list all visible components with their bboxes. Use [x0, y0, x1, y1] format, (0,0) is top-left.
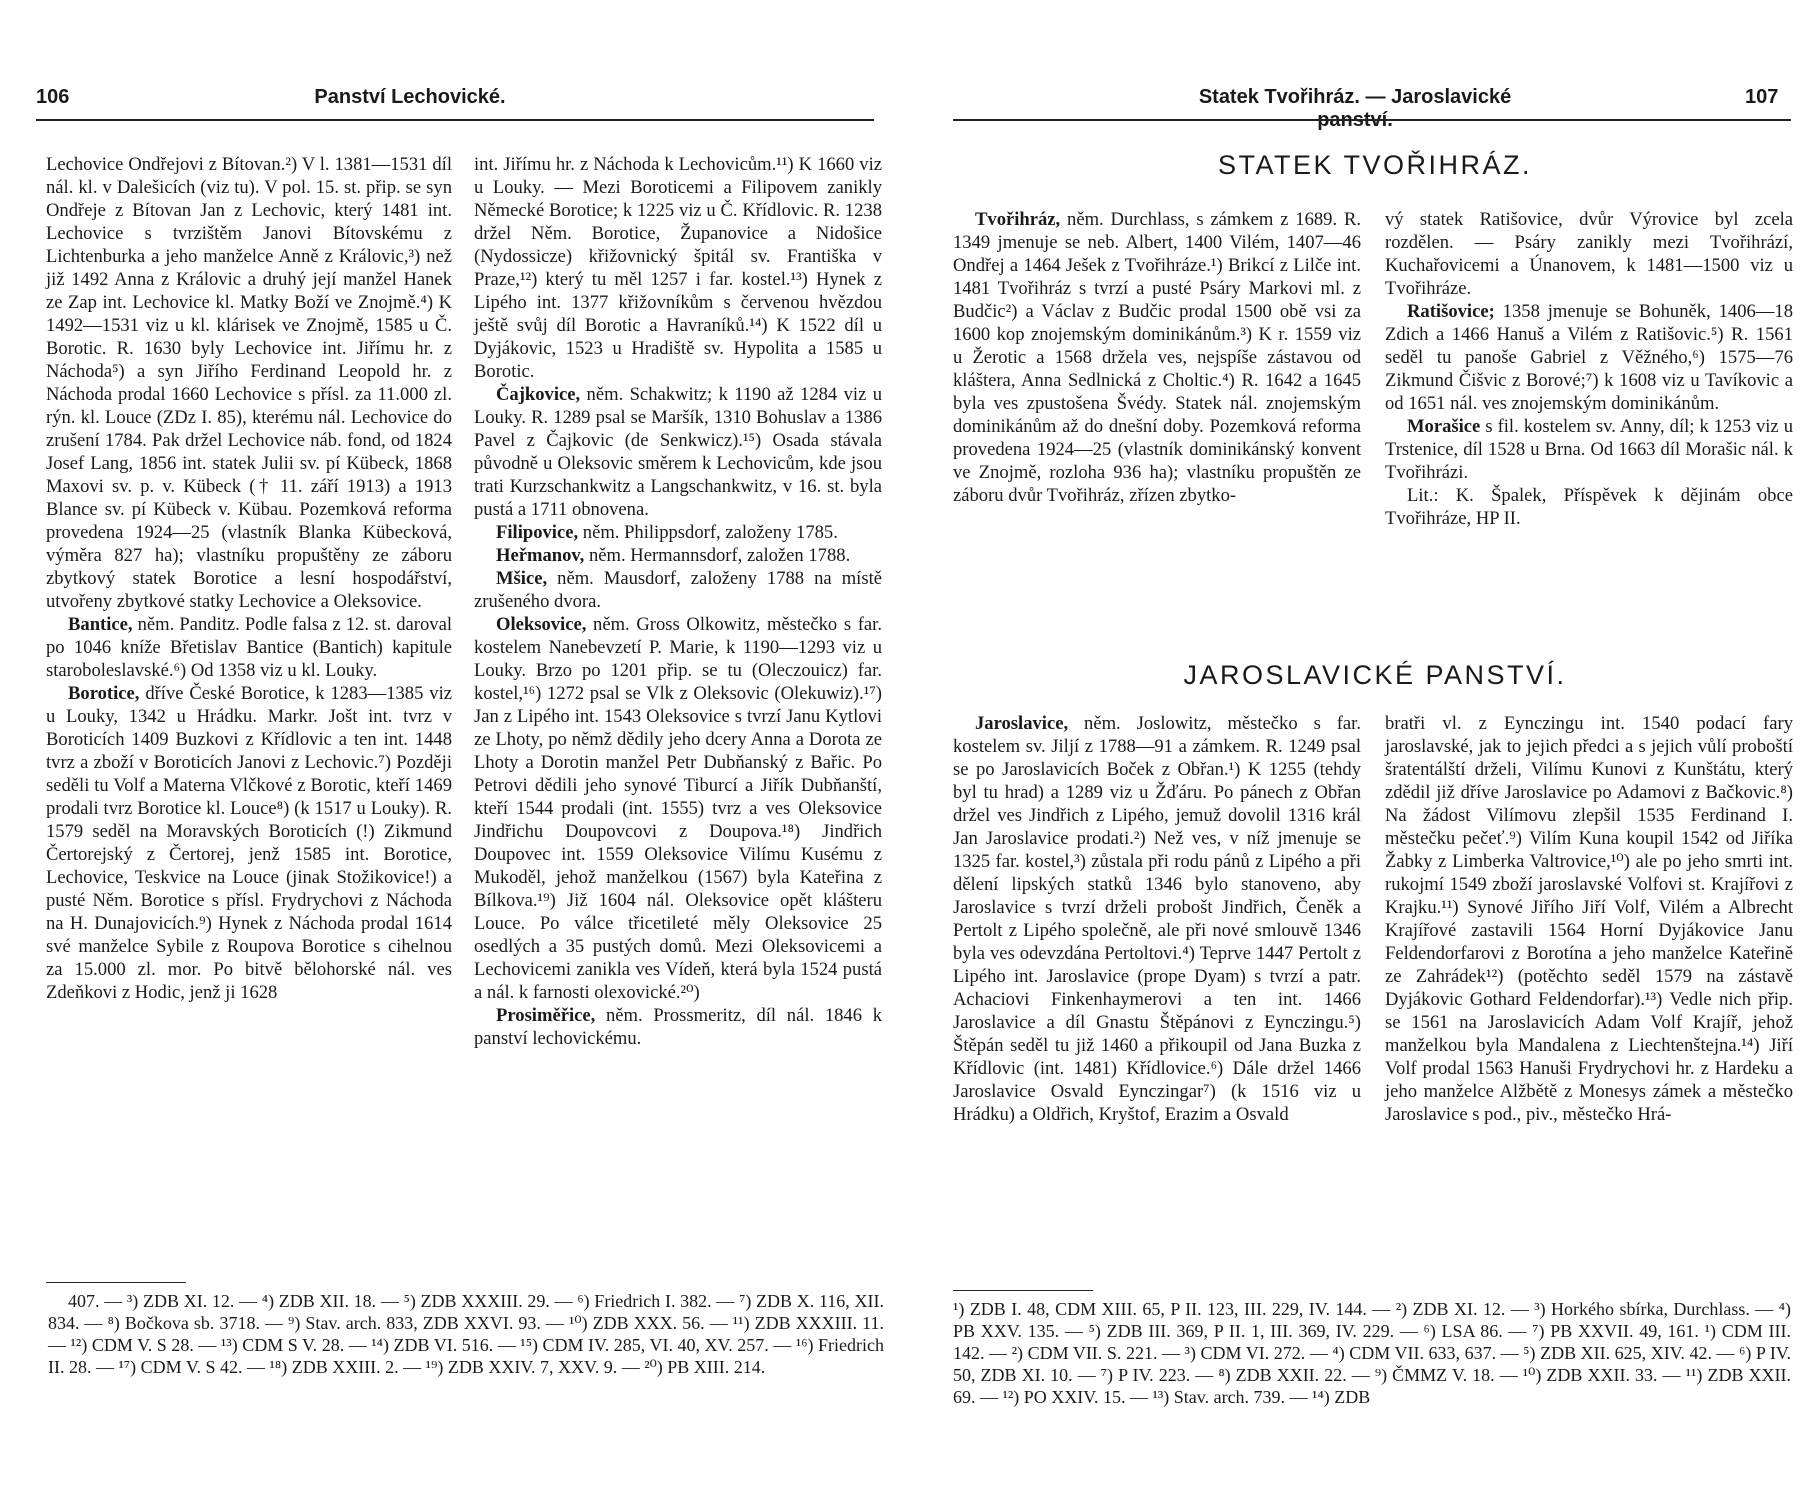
entry-keyword: Ratišovice;: [1407, 301, 1495, 322]
text-column-1: [953, 208, 1361, 507]
entry-keyword: Jaroslavice,: [975, 713, 1069, 734]
entry-paragraph: [474, 383, 882, 521]
entry-text: něm. Mausdorf, založeny 1788 na místě zrušeného dvora.: [474, 568, 882, 612]
entry-paragraph: [1385, 300, 1793, 415]
entry-text: něm. Schakwitz; k 1190 až 1284 viz u Louky. R. 1289 psal se Maršík, 1310 Bohuslav a 1386 Pavel z Čajkovic (de Senkwicz).¹⁵) Osada stávala původně u Oleksovic směrem k Lechovicům, kde jsou trati Kurzschankwitz a Langschankwitz, v 16. st. byla pustá a 1711 obnovena.: [474, 384, 882, 520]
right-page: [905, 0, 1810, 1500]
entry-text: s fil. kostelem sv. Anny, díl; k 1253 viz u Trstenice, díl 1528 u Brna. Od 1663 díl Morašic nál. k Tvořihrázi.: [1385, 416, 1793, 483]
entry-text: int. Jiřímu hr. z Náchoda k Lechovicům.¹¹) K 1660 viz u Louky. — Mezi Boroticemi a Filipovem zanikly Německé Borotice; k 1225 viz u Č. Křídlovic. R. 1238 držel Něm. Borotice, Županovice a Nidošice (Nydossicze) křižovnický špitál sv. Františka v Praze,¹²) který tu měl 1257 i far. kostel.¹³) Hynek z Lipého int. 1377 křižovníkům s červenou hvězdou ještě svůj díl Borotic a Havraníků.¹⁴) K 1522 díl u Dyjákovic, 1523 u Hradiště sv. Hypolita a 1585 u Borotic.: [474, 154, 882, 382]
entry-paragraph: [474, 153, 882, 383]
text-column-2: [1385, 208, 1793, 530]
entry-text: něm. Panditz. Podle falsa z 12. st. daroval po 1046 kníže Břetislav Bantice (Bantich) kapitule staroboleslavské.⁶) Od 1358 viz u kl. Louky.: [46, 614, 452, 681]
entry-text: bratři vl. z Eynczingu int. 1540 podací fary jaroslavské, jak to jejich předci a s jejich vůlí proboští šratentálští drželi, Vilímu Kunovi z Kunštátu, který zdědil již dříve Jaroslavice po Adamovi z Bačkovic.⁸) Na žádost Vilímovu zlepšil 1535 Ferdinand I. městečku pečeť.⁹) Vilím Kuna koupil 1542 od Jiříka Žabky z Limberka Valtrovice,¹⁰) ale po jeho smrti int. rukojmí 1549 zboží jaroslavské Volfovi st. Krajířovi z Krajku.¹¹) Synové Jiřího Jiří Volf, Vilém a Albrecht Krajířové zastavili 1564 Horní Dyjákovice Janu Feldendorfarovi z Borotína a jeho manželce Kateřině ze Zahrádek¹²) (potěchto seděl 1579 na zástavě Dyjákovic Gothard Feldendorfar).¹³) Vedle nich přip. se 1561 na Jaroslavicích Adam Volf Krajíř, jehož manželkou byla Mandalena z Liechtenštejna.¹⁴) Jiří Volf prodal 1563 Hanuši Frydrychovi hr. z Hardeku a jeho manželce Alžbětě z Monesys zámek a městečko Jaroslavice s pod., piv., městečko Hrá-: [1385, 713, 1793, 1125]
entry-keyword: Mšice,: [496, 568, 548, 589]
entry-keyword: Morašice: [1407, 416, 1481, 437]
entry-paragraph: [953, 712, 1361, 1126]
footnotes: ¹) ZDB I. 48, CDM XIII. 65, P II. 123, III. 229, IV. 144. — ²) ZDB XI. 12. — ³) Horkého sbírka, Durchlass. — ⁴) PB XXV. 135. — ⁵) ZDB III. 369, P II. 1, III. 369, IV. 229. — ⁶) LSA 86. — ⁷) PB XXVII. 49, 161. ¹) CDM III. 142. — ²) CDM VII. S. 221. — ³) CDM VI. 272. — ⁴) CDM VII. 633, 637. — ⁵) ZDB XII. 625, XIV. 42. — ⁶) P IV. 50, ZDB XI. 10. — ⁷) P IV. 223. — ⁸) ZDB XXII. 22. — ⁹) ČMMZ V. 18. — ¹⁰) ZDB XXII. 33. — ¹¹) ZDB XXII. 69. — ¹²) PO XXIV. 15. — ¹³) Stav. arch. 739. — ¹⁴) ZDB: [953, 1299, 1791, 1407]
entry-paragraph: [474, 521, 882, 544]
entry-paragraph: [46, 153, 452, 613]
entry-text: něm. Prossmeritz, díl nál. 1846 k panství lechovickému.: [474, 1005, 882, 1049]
entry-paragraph: [474, 544, 882, 567]
entry-paragraph: [953, 208, 1361, 507]
footnotes: 407. — ³) ZDB XI. 12. — ⁴) ZDB XII. 18. — ⁵) ZDB XXXIII. 29. — ⁶) Friedrich I. 382. — ⁷) ZDB X. 116, XII. 834. — ⁸) Bočkova sb. 3718. — ⁹) Stav. arch. 833, ZDB XXVI. 93. — ¹⁰) ZDB XXX. 56. — ¹¹) ZDB XXXIII. 11. — ¹²) CDM V. S 28. — ¹³) CDM S V. 28. — ¹⁴) ZDB VI. 516. — ¹⁵) CDM IV. 285, VI. 40, XV. 257. — ¹⁶) Friedrich II. 28. — ¹⁷) CDM V. S 42. — ¹⁸) ZDB XXIII. 2. — ¹⁹) ZDB XXIV. 7, XXV. 9. — ²⁰) PB XIII. 214.: [48, 1291, 884, 1377]
entry-paragraph: [1385, 712, 1793, 1126]
section-title-tvorihraz: STATEK TVOŘIHRÁZ.: [1217, 150, 1533, 180]
text-column-2: [474, 153, 882, 1050]
text-column-1: [953, 712, 1361, 1126]
page-number: 106: [36, 86, 70, 108]
entry-keyword: Čajkovice,: [496, 384, 581, 405]
section-title-jaroslavice: JAROSLAVICKÉ PANSTVÍ.: [1183, 660, 1567, 690]
entry-paragraph: [474, 567, 882, 613]
entry-paragraph: [46, 682, 452, 1004]
entry-paragraph: [1385, 208, 1793, 300]
entry-keyword: Prosiměřice,: [496, 1005, 596, 1026]
entry-keyword: Tvořihráz,: [975, 209, 1061, 230]
entry-keyword: Oleksovice,: [496, 614, 587, 635]
running-head: Statek Tvořihráz. — Jaroslavické panství.: [1198, 86, 1512, 131]
entry-text: dříve České Borotice, k 1283—1385 viz u Louky, 1342 u Hrádku. Markr. Jošt int. tvrz v Boroticích 1409 Buzkovi z Křídlovic a ten int. 1448 tvrz a zboží v Boroticích Janovi z Lechovic.⁷) Později seděli tu Volf a Materna Vlčkové z Borotic, kteří 1469 prodali tvrz Borotice kl. Louce⁸) (k 1517 u Louky). R. 1579 seděl na Moravských Boroticích (!) Zikmund Čertorejský z Čertorej, jenž 1585 int. Borotice, Lechovice, Teskvice na Louce (jinak Stožikovice!) a pusté Něm. Borotice s přísl. Frydrychovi z Náchoda na H. Dunajovicích.⁹) Hynek z Náchoda prodal 1614 své manželce Sybile z Roupova Borotice s cihelnou za 15.000 zl. mor. Po bitvě bělohorské nál. ves Zdeňkovi z Hodic, jenž ji 1628: [46, 683, 452, 1003]
entry-text: něm. Joslowitz, městečko s far. kostelem sv. Jiljí z 1788—91 a zámkem. R. 1249 psal se po Jaroslavicích Boček z Obřan.¹) K 1255 (tehdy byl tu hrad) a 1289 viz u Žďáru. Po pánech z Obřan držel ves Jindřich z Lipého, jemuž dovolil 1316 král Jan Jaroslavice prodati.²) Než ves, v níž jmenuje se 1325 far. kostel,³) zůstala při rodu pánů z Lipého a při dělení lipských statků 1346 bylo stanoveno, aby Jaroslavice s tvrzí drželi probošt Jindřich, Čeněk a Pertolt z Lipého společně, ale při nové smlouvě 1346 byla ves odevzdána Pertoltovi.⁴) Teprve 1447 Pertolt z Lipého int. Jaroslavice (prope Dyam) s tvrzí a patr. Achaciovi Finkenhaymerovi a ten int. 1466 Jaroslavice a díl Gnastu Štěpánovi z Eynczingu.⁵) Štěpán seděl tu již 1460 a přikoupil od Jana Buzka z Křídlovic (int. 1481) Křídlovice.⁶) Dále držel 1466 Jaroslavice Osvald Eynczingar⁷) (k 1516 viz u Hrádku) a Oldřich, Kryštof, Erazim a Osvald: [953, 713, 1361, 1125]
entry-text: něm. Hermannsdorf, založen 1788.: [584, 545, 851, 566]
header-rule: [953, 119, 1791, 121]
footnote-rule: [46, 1282, 186, 1283]
entry-keyword: Heřmanov,: [496, 545, 585, 566]
running-head: Panství Lechovické.: [314, 86, 506, 108]
footnote-rule: [953, 1290, 1093, 1291]
entry-text: vý statek Ratišovice, dvůr Výrovice byl zcela rozdělen. — Psáry zanikly mezi Tvořihrází, Kuchařovicemi a Únanovem, k 1481—1500 viz u Tvořihráze.: [1385, 209, 1793, 299]
entry-text: něm. Gross Olkowitz, městečko s far. kostelem Nanebevzetí P. Marie, k 1190—1293 viz u Louky. Brzo po 1201 přip. se tu (Oleczouicz) far. kostel,¹⁶) 1272 psal se Vlk z Oleksovic (Olekuwiz).¹⁷) Jan z Lipého int. 1543 Oleksovice s tvrzí Janu Kytlovi ze Lhoty, po němž dědily jeho dcery Anna a Dorota ze Lhoty a Dorotin manžel Petr Dubňanský z Bařic. Po Petrovi dědili jeho synové Tiburcí a Jiřík Dubňanští, kteří 1544 prodali (int. 1555) tvrz a ves Oleksovice Jindřichu Doupovcovi z Doupova.¹⁸) Jindřich Doupovec int. 1559 Oleksovice Vilímu Kusému z Mukoděl, jehož manželkou (1567) byla Kateřina z Bílkova.¹⁹) Již 1604 nál. Oleksovice opět klášteru Louce. Po válce třicetileté měly Oleksovice 25 osedlých a 35 pustých domů. Mezi Oleksovicemi a Lechovicemi zanikla ves Vídeň, která byla 1524 pustá a nál. k farnosti olexovické.²⁰): [474, 614, 882, 1003]
entry-keyword: Bantice,: [68, 614, 133, 635]
entry-text: Lit.: K. Špalek, Příspěvek k dějinám obce Tvořihráze, HP II.: [1385, 485, 1793, 529]
header-rule: [36, 119, 874, 121]
entry-text: 1358 jmenuje se Bohuněk, 1406—18 Zdich a 1466 Hanuš a Vilém z Ratišovic.⁵) R. 1561 seděl tu panoše Gabriel z Věžného,⁶) 1575—76 Zikmund Čišvic z Borové;⁷) k 1608 viz u Tavíkovic a od 1651 nál. ves znojemským dominikánům.: [1385, 301, 1793, 414]
entry-text: něm. Philippsdorf, založeny 1785.: [578, 522, 838, 543]
text-column-1: [46, 153, 452, 1004]
entry-keyword: Filipovice,: [496, 522, 579, 543]
page-number: 107: [1745, 86, 1779, 108]
entry-keyword: Borotice,: [68, 683, 140, 704]
entry-paragraph: [1385, 415, 1793, 484]
text-column-2: [1385, 712, 1793, 1126]
entry-text: Lechovice Ondřejovi z Bítovan.²) V l. 1381—1531 díl nál. kl. v Dalešicích (viz tu). V pol. 15. st. přip. se syn Ondřeje z Bítovan Jan z Lechovic, který 1481 int. Lechovice s tvrzištěm Janovi Bítovskému z Lichtenburka a jeho manželce Anně z Královic,³) než již 1492 Anna z Královic a druhý její manžel Hanek ze Zap int. Lechovice kl. Matky Boží ve Znojmě.⁴) K 1492—1531 viz u kl. klárisek ve Znojmě, 1585 u Č. Borotic. R. 1630 byly Lechovice int. Jiřímu hr. z Náchoda⁵) a syn Jiřího Ferdinand Leopold hr. z Náchoda prodal 1660 Lechovice s přísl. za 11.000 zl. rýn. kl. Louce (ZDz I. 85), kterému nál. Lechovice do zrušení 1784. Pak držel Lechovice náb. fond, od 1824 Josef Lang, 1856 int. statek Julii sv. pí Kübeck, 1868 Maxovi sv. p. v. Kübeck († 11. září 1913) a 1913 Blance sv. pí Kübeck v. Kübau. Pozemková reforma provedena 1924—25 (vlastník Blanka Kübecková, výměra 827 ha); vlastníku propuštěny ze záboru zbytkový statek Borotice a lesní hospodářství, utvořeny zbytkové statky Lechovice a Oleksovice.: [46, 154, 452, 612]
entry-text: něm. Durchlass, s zámkem z 1689. R. 1349 jmenuje se neb. Albert, 1400 Vilém, 1407—46 Ondřej a 1464 Ješek z Tvořihráze.¹) Brikcí z Lilče int. 1481 Tvořihráz s tvrzí a pusté Psáry Markovi ml. z Budčic²) a Václav z Budčic prodal 1500 obě vsi za 1600 kop znojemským dominikánům.³) K r. 1559 viz u Žerotic a 1568 držela ves, nejspíše zástavou od kláštera, Anna Sedlnická z Choltic.⁴) R. 1642 a 1645 byla ves zpustošena Švédy. Statek nál. znojemským dominikánům až do dnešní doby. Pozemková reforma provedena 1924—25 (vlastník dominikánský konvent ve Znojmě, rozloha 936 ha); vlastníku propuštěn ze záboru dvůr Tvořihráz, zřízen zbytko-: [953, 209, 1361, 506]
entry-paragraph: [474, 1004, 882, 1050]
entry-paragraph: [46, 613, 452, 682]
entry-paragraph: [1385, 484, 1793, 530]
entry-paragraph: [474, 613, 882, 1004]
